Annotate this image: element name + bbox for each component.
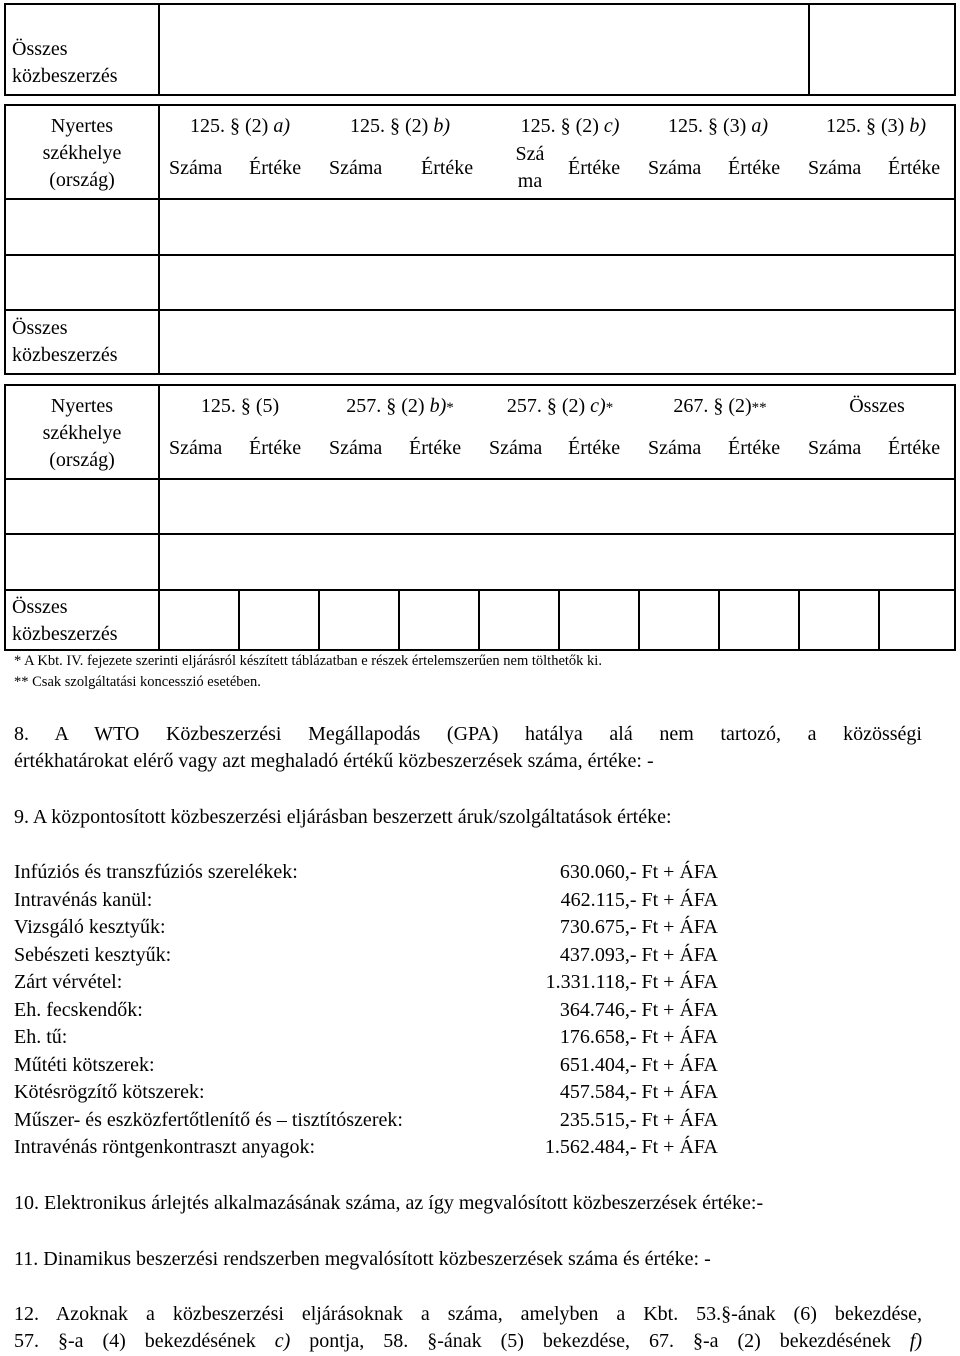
country-header: Nyertes székhelye (ország) <box>42 395 122 471</box>
item-value: 1.562.484,- Ft + ÁFA <box>544 1136 718 1158</box>
sub-header-szama: Száma <box>169 157 223 179</box>
group-header: 125. § (3) a) <box>668 115 768 137</box>
item-value: 730.675,- Ft + ÁFA <box>559 916 718 938</box>
section-8-line-2: értékhatárokat elérő vagy azt meghaladó értékű közbeszerzések száma, értéke: - <box>14 750 654 772</box>
item-value: 462.115,- Ft + ÁFA <box>560 888 718 911</box>
item-value: 630.060,- Ft + ÁFA <box>559 861 718 883</box>
sub-header-szama-split: Szá ma <box>515 143 545 192</box>
section-8-line-1: 8. A WTO Közbeszerzési Megállapodás (GPA) hatálya alá nem tartozó, a közösségi <box>14 723 922 745</box>
group-header: Összes <box>849 395 905 417</box>
group-header: 125. § (2) a) <box>190 115 290 137</box>
item-name: Sebészeti kesztyűk: <box>14 943 172 966</box>
item-name: Eh. tű: <box>14 1026 68 1048</box>
section-10: 10. Elektronikus árlejtés alkalmazásának száma, az így megvalósított közbeszerzések értéke:- <box>14 1192 764 1214</box>
country-header: Nyertes székhelye (ország) <box>42 115 122 191</box>
section-12-line-2: 57. §-a (4) bekezdésének c) pontja, 58. §-ának (5) bekezdése, 67. §-a (2) bekezdésének f) <box>14 1330 923 1352</box>
item-name: Műtéti kötszerek: <box>14 1053 155 1076</box>
section-9: 9. A központosított közbeszerzési eljárásban beszerzett áruk/szolgáltatások értéke: <box>14 806 672 828</box>
item-value: 176.658,- Ft + ÁFA <box>559 1026 718 1048</box>
item-name: Kötésrögzítő kötszerek: <box>14 1081 205 1103</box>
item-value: 364.746,- Ft + ÁFA <box>559 998 718 1021</box>
item-value: 235.515,- Ft + ÁFA <box>559 1108 718 1131</box>
section-11: 11. Dinamikus beszerzési rendszerben megvalósított közbeszerzések száma és értéke: - <box>14 1248 711 1270</box>
sub-header-szama: Száma <box>648 157 702 179</box>
footnote-2: ** Csak szolgáltatási koncesszió esetében. <box>14 674 261 690</box>
sub-header-erteke: Értéke <box>888 437 941 459</box>
sub-header-szama: Száma <box>808 157 862 179</box>
item-name: Intravénás röntgenkontraszt anyagok: <box>14 1136 316 1158</box>
sub-header-erteke: Értéke <box>568 437 621 459</box>
item-name: Műszer- és eszközfertőtlenítő és – tisztítószerek: <box>14 1108 403 1131</box>
sub-header-erteke: Értéke <box>249 437 302 459</box>
sub-header-szama: Száma <box>329 437 383 459</box>
item-value: 457.584,- Ft + ÁFA <box>559 1081 718 1103</box>
item-name: Intravénás kanül: <box>14 888 153 911</box>
sub-header-erteke: Értéke <box>888 157 941 179</box>
sub-header-erteke: Értéke <box>728 157 781 179</box>
group-header: 257. § (2) b)* <box>346 395 454 417</box>
group-header: 125. § (3) b) <box>826 115 926 137</box>
item-value: 437.093,- Ft + ÁFA <box>559 943 718 966</box>
sub-header-szama: Száma <box>489 437 543 459</box>
total-label: Összes közbeszerzés <box>12 317 118 366</box>
sub-header-szama: Száma <box>808 437 862 459</box>
sub-header-erteke: Értéke <box>249 157 302 179</box>
group-header: 257. § (2) c)* <box>506 395 614 417</box>
section-12-line-1: 12. Azoknak a közbeszerzési eljárásoknak a száma, amelyben a Kbt. 53.§-ának (6) bekezdése, <box>14 1303 922 1325</box>
group-header: 267. § (2)** <box>673 395 767 417</box>
group-header: 125. § (2) b) <box>350 115 450 137</box>
sub-header-szama: Száma <box>169 437 223 459</box>
footnote-1: * A Kbt. IV. fejezete szerinti eljárásról készített táblázatban e részek értelemszerűen nem tölthetők ki. <box>14 653 602 669</box>
sub-header-erteke: Értéke <box>568 157 621 179</box>
sub-header-szama: Száma <box>648 437 702 459</box>
item-name: Infúziós és transzfúziós szerelékek: <box>14 861 298 883</box>
group-header: 125. § (5) <box>200 395 280 417</box>
sub-header-erteke: Értéke <box>409 437 462 459</box>
group-header: 125. § (2) c) <box>520 115 620 137</box>
item-value: 1.331.118,- Ft + ÁFA <box>545 971 718 993</box>
item-name: Vizsgáló kesztyűk: <box>14 916 166 938</box>
total-label: Összes közbeszerzés <box>12 38 118 87</box>
sub-header-erteke: Értéke <box>728 437 781 459</box>
item-value: 651.404,- Ft + ÁFA <box>559 1053 718 1076</box>
sub-header-szama: Száma <box>329 157 383 179</box>
item-name: Eh. fecskendők: <box>14 998 143 1021</box>
item-name: Zárt vérvétel: <box>14 971 123 993</box>
total-label: Összes közbeszerzés <box>12 596 118 645</box>
sub-header-erteke: Értéke <box>421 157 474 179</box>
